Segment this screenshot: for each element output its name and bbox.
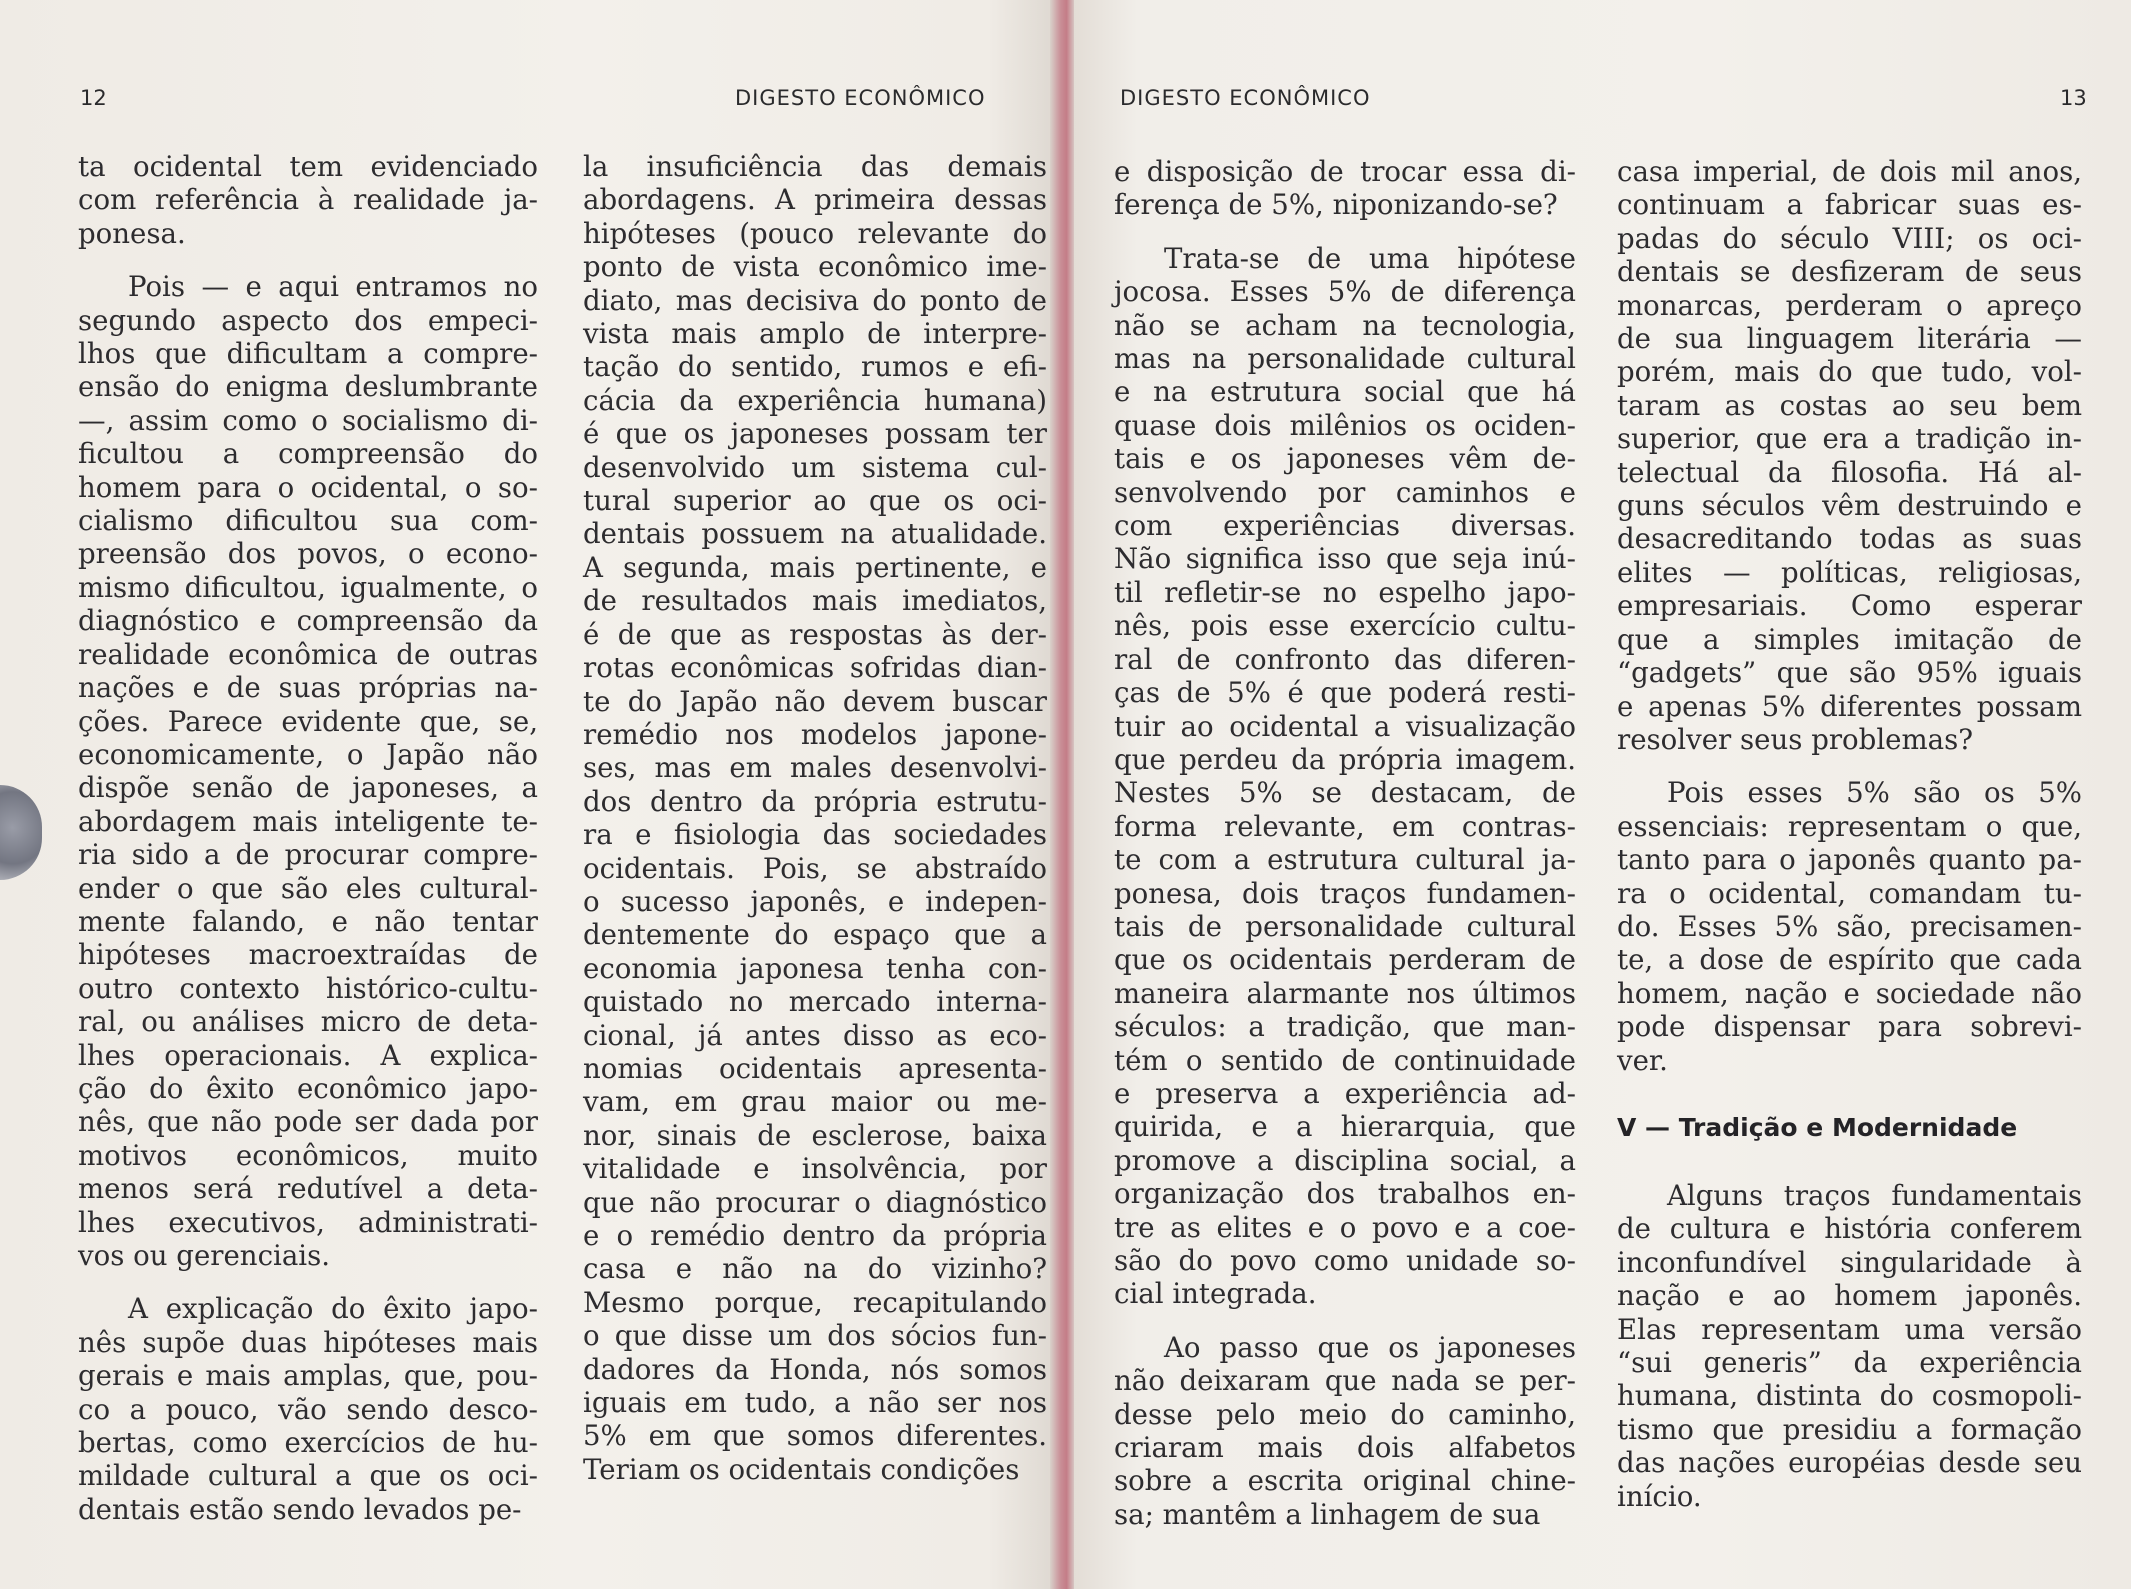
text-line: taram as costas ao seu bem [1617, 388, 2082, 422]
text-line: vista mais amplo de interpre- [583, 317, 1047, 351]
text-line: o que disse um dos sócios fun- [583, 1319, 1047, 1353]
text-line: mente falando, e não tentar [78, 904, 538, 938]
text-line: ção do êxito econômico japo- [78, 1071, 538, 1105]
text-line: nor, sinais de esclerose, baixa [583, 1118, 1047, 1152]
text-line: senvolvendo por caminhos e [1114, 475, 1576, 509]
text-line: iguais em tudo, a não ser nos [583, 1386, 1047, 1420]
text-line: Mesmo porque, recapitulando [583, 1285, 1047, 1319]
text-line: humana, distinta do cosmopoli- [1617, 1379, 2082, 1413]
text-line: com referência à realidade ja- [78, 183, 538, 217]
text-line: te do Japão não devem buscar [583, 684, 1047, 718]
text-line: resolver seus problemas? [1617, 722, 1974, 756]
text-line: rotas econômicas sofridas dian- [583, 651, 1047, 685]
text-line: ponto de vista econômico ime- [583, 250, 1047, 284]
text-line: desacreditando todas as suas [1617, 522, 2082, 556]
text-line: de sua linguagem literária — [1617, 322, 2082, 356]
text-line: mildade cultural a que os oci- [78, 1459, 538, 1493]
text-line: Nestes 5% se destacam, de [1114, 776, 1576, 810]
text-line: hipóteses macroextraídas de [78, 938, 538, 972]
left-page [0, 0, 1062, 1589]
text-line: nomias ocidentais apresenta- [583, 1051, 1047, 1085]
text-line: o sucesso japonês, e indepen- [583, 884, 1047, 918]
text-line: sa; mantêm a linhagem de sua [1114, 1497, 1541, 1531]
text-line: gerais e mais amplas, que, pou- [78, 1359, 538, 1393]
text-line: séculos: a tradição, que man- [1114, 1010, 1576, 1044]
text-line: vos ou gerenciais. [78, 1239, 331, 1272]
text-line: homem, nação e sociedade não [1617, 976, 2082, 1010]
text-line: ral, ou análises micro de deta- [78, 1005, 538, 1039]
text-line: nações e de suas próprias na- [78, 671, 538, 705]
text-line: cial integrada. [1114, 1277, 1317, 1311]
text-line: co a pouco, vão sendo desco- [78, 1392, 538, 1426]
text-line: lhes operacionais. A explica- [78, 1038, 538, 1072]
text-line: A explicação do êxito japo- [128, 1292, 538, 1326]
text-line: inconfundível singularidade à [1617, 1245, 2082, 1279]
text-line: é de que as respostas às der- [583, 617, 1047, 651]
text-line: vam, em grau maior ou me- [583, 1085, 1047, 1119]
text-line: Ao passo que os japoneses [1164, 1330, 1576, 1364]
text-line: elites — políticas, religiosas, [1617, 555, 2082, 589]
text-line: telectual da filosofia. Há al- [1617, 455, 2082, 489]
text-line: mas na personalidade cultural [1114, 342, 1576, 376]
text-line: empresariais. Como esperar [1617, 589, 2082, 623]
text-line: bertas, como exercícios de hu- [78, 1426, 538, 1460]
text-line: ensão do enigma deslumbrante [78, 370, 538, 404]
text-line: Pois esses 5% são os 5% [1667, 776, 2082, 810]
text-line: sobre a escrita original chine- [1114, 1464, 1576, 1498]
text-line: tismo que presidiu a formação [1617, 1412, 2082, 1446]
right-column-2-body [1617, 155, 2082, 1077]
text-line: diato, mas decisiva do ponto de [583, 283, 1047, 317]
text-line: casa e não na do vizinho? [583, 1252, 1047, 1286]
text-line: dadores da Honda, nós somos [583, 1352, 1047, 1386]
text-line: tural superior ao que os oci- [583, 484, 1047, 518]
text-line: te com a estrutura cultural ja- [1114, 843, 1576, 877]
right-page [1074, 0, 2131, 1589]
text-line: —, assim como o socialismo di- [78, 403, 538, 437]
text-line: do. Esses 5% são, precisamen- [1617, 909, 2082, 943]
right-column-1 [1114, 155, 1576, 1531]
text-line: Trata-se de uma hipótese [1164, 241, 1576, 275]
text-line: Não significa isso que seja inú- [1114, 542, 1576, 576]
text-line: dispõe senão de japoneses, a [78, 771, 538, 805]
text-line: ria sido a de procurar compre- [78, 838, 538, 872]
text-line: dentais estão sendo levados pe- [78, 1492, 522, 1526]
text-line: organização dos trabalhos en- [1114, 1177, 1576, 1211]
text-line: nês supõe duas hipóteses mais [78, 1325, 538, 1359]
ink-blot [0, 785, 42, 880]
text-line: segundo aspecto dos empeci- [78, 303, 538, 337]
text-line: nês, pois esse exercício cultu- [1114, 609, 1576, 643]
text-line: quase dois milênios os ociden- [1114, 408, 1576, 442]
text-line: de cultura e história conferem [1617, 1212, 2082, 1246]
text-line: superior, que era a tradição in- [1617, 422, 2082, 456]
text-line: que não procurar o diagnóstico [583, 1185, 1047, 1219]
text-line: A segunda, mais pertinente, e [583, 550, 1047, 584]
text-line: tais de personalidade cultural [1114, 909, 1576, 943]
text-line: ponesa. [78, 216, 186, 250]
text-line: tação do sentido, rumos e efi- [583, 350, 1047, 384]
text-line: ses, mas em males desenvolvi- [583, 751, 1047, 785]
text-line: ra e fisiologia das sociedades [583, 818, 1047, 852]
section-title: V — Tradição e Modernidade [1617, 1112, 2018, 1142]
text-line: motivos econômicos, muito [78, 1138, 538, 1172]
text-line: porém, mais do que tudo, vol- [1617, 355, 2082, 389]
text-line: ender o que são eles cultural- [78, 871, 538, 905]
text-line: lhes executivos, administrati- [78, 1205, 538, 1239]
text-line: casa imperial, de dois mil anos, [1617, 155, 2082, 188]
text-line: cional, já antes disso as eco- [583, 1018, 1047, 1052]
text-line: outro contexto histórico-cultu- [78, 971, 538, 1005]
left-column-1 [78, 150, 538, 1526]
text-line: ças de 5% é que poderá resti- [1114, 676, 1576, 710]
text-line: que os ocidentais perderam de [1114, 943, 1576, 977]
text-line: remédio nos modelos japone- [583, 717, 1047, 751]
text-line: forma relevante, em contras- [1114, 809, 1576, 843]
text-line: padas do século VIII; os oci- [1617, 221, 2082, 255]
text-line: tre as elites e o povo e a coe- [1114, 1210, 1576, 1244]
right-column-2-section-body [1617, 1179, 2082, 1513]
text-line: não deixaram que nada se per- [1114, 1364, 1576, 1398]
text-line: que a simples imitação de [1617, 622, 2082, 656]
page-number: 12 [80, 86, 107, 110]
text-line: tanto para o japonês quanto pa- [1617, 843, 2082, 877]
text-line: til refletir-se no espelho japo- [1114, 575, 1576, 609]
text-line: ta ocidental tem evidenciado [78, 150, 538, 183]
text-line: ra o ocidental, comandam tu- [1617, 876, 2082, 910]
text-line: cialismo dificultou sua com- [78, 504, 538, 538]
text-line: Elas representam uma versão [1617, 1312, 2082, 1346]
text-line: 5% em que somos diferentes. [583, 1419, 1047, 1453]
text-line: diagnóstico e compreensão da [78, 604, 538, 638]
text-line: Teriam os ocidentais condições [583, 1452, 1020, 1486]
text-line: criaram mais dois alfabetos [1114, 1431, 1576, 1465]
text-line: ral de confronto das diferen- [1114, 642, 1576, 676]
text-line: desse pelo meio do caminho, [1114, 1397, 1576, 1431]
text-line: desenvolvido um sistema cul- [583, 450, 1047, 484]
text-line: “gadgets” que são 95% iguais [1617, 656, 2082, 690]
text-line: é que os japoneses possam ter [583, 417, 1047, 451]
text-line: economia japonesa tenha con- [583, 951, 1047, 985]
text-line: tais e os japoneses vêm de- [1114, 442, 1576, 476]
text-line: nês, que não pode ser dada por [78, 1105, 538, 1139]
text-line: lhos que dificultam a compre- [78, 337, 538, 371]
text-line: de resultados mais imediatos, [583, 584, 1047, 618]
text-line: preensão dos povos, o econo- [78, 537, 538, 571]
text-line: jocosa. Esses 5% de diferença [1114, 275, 1576, 309]
text-line: la insuficiência das demais [583, 150, 1047, 183]
text-line: continuam a fabricar suas es- [1617, 188, 2082, 222]
text-line: maneira alarmante nos últimos [1114, 976, 1576, 1010]
text-line: vitalidade e insolvência, por [583, 1152, 1047, 1186]
text-line: ver. [1617, 1043, 1668, 1077]
text-line: e preserva a experiência ad- [1114, 1076, 1576, 1110]
text-line: nação e ao homem japonês. [1617, 1279, 2082, 1313]
text-line: dentais possuem na atualidade. [583, 517, 1047, 551]
text-line: mismo dificultou, igualmente, o [78, 570, 538, 604]
text-line: quistado no mercado interna- [583, 985, 1047, 1019]
text-line: não se acham na tecnologia, [1114, 308, 1576, 342]
text-line: guns séculos vêm destruindo e [1617, 489, 2082, 523]
right-column-2 [1617, 155, 2082, 1513]
text-line: ções. Parece evidente que, se, [78, 704, 538, 738]
text-line: dos dentro da própria estrutu- [583, 784, 1047, 818]
text-line: ficultou a compreensão do [78, 437, 538, 471]
text-line: promove a disciplina social, a [1114, 1143, 1576, 1177]
text-line: hipóteses (pouco relevante do [583, 216, 1047, 250]
text-line: ponesa, dois traços fundamen- [1114, 876, 1576, 910]
text-line: dentemente do espaço que a [583, 918, 1047, 952]
text-line: ferença de 5%, niponizando-se? [1114, 188, 1558, 222]
text-line: homem para o ocidental, o so- [78, 470, 538, 504]
text-line: monarcas, perderam o apreço [1617, 288, 2082, 322]
text-line: e apenas 5% diferentes possam [1617, 689, 2082, 723]
text-line: abordagem mais inteligente te- [78, 804, 538, 838]
text-line: quirida, e a hierarquia, que [1114, 1110, 1576, 1144]
text-line: realidade econômica de outras [78, 637, 538, 671]
text-line: dentais se desfizeram de seus [1617, 255, 2082, 289]
text-line: com experiências diversas. [1114, 509, 1576, 543]
text-line: e disposição de trocar essa di- [1114, 155, 1576, 188]
text-line: e o remédio dentro da própria [583, 1219, 1047, 1252]
text-line: tém o sentido de continuidade [1114, 1043, 1576, 1077]
running-head: DIGESTO ECONÔMICO [1120, 86, 1371, 110]
running-head: DIGESTO ECONÔMICO [735, 86, 986, 110]
left-column-2 [583, 150, 1047, 1486]
text-line: que perdeu da própria imagem. [1114, 742, 1576, 776]
text-line: essenciais: representam o que, [1617, 809, 2082, 843]
text-line: menos será redutível a deta- [78, 1172, 538, 1206]
text-line: ocidentais. Pois, se abstraído [583, 851, 1047, 885]
text-line: te, a dose de espírito que cada [1617, 943, 2082, 977]
text-line: pode dispensar para sobrevi- [1617, 1010, 2082, 1044]
text-line: Alguns traços fundamentais [1667, 1178, 2082, 1212]
text-line: cácia da experiência humana) [583, 383, 1047, 417]
text-line: das nações européias desde seu [1617, 1446, 2082, 1480]
text-line: abordagens. A primeira dessas [583, 183, 1047, 217]
text-line: “sui generis” da experiência [1617, 1346, 2082, 1379]
text-line: início. [1617, 1479, 1702, 1513]
page-number: 13 [2060, 86, 2087, 110]
text-line: são do povo como unidade so- [1114, 1244, 1576, 1277]
text-line: e na estrutura social que há [1114, 375, 1576, 409]
text-line: economicamente, o Japão não [78, 737, 538, 771]
text-line: Pois — e aqui entramos no [128, 270, 538, 304]
text-line: tuir ao ocidental a visualização [1114, 709, 1576, 743]
